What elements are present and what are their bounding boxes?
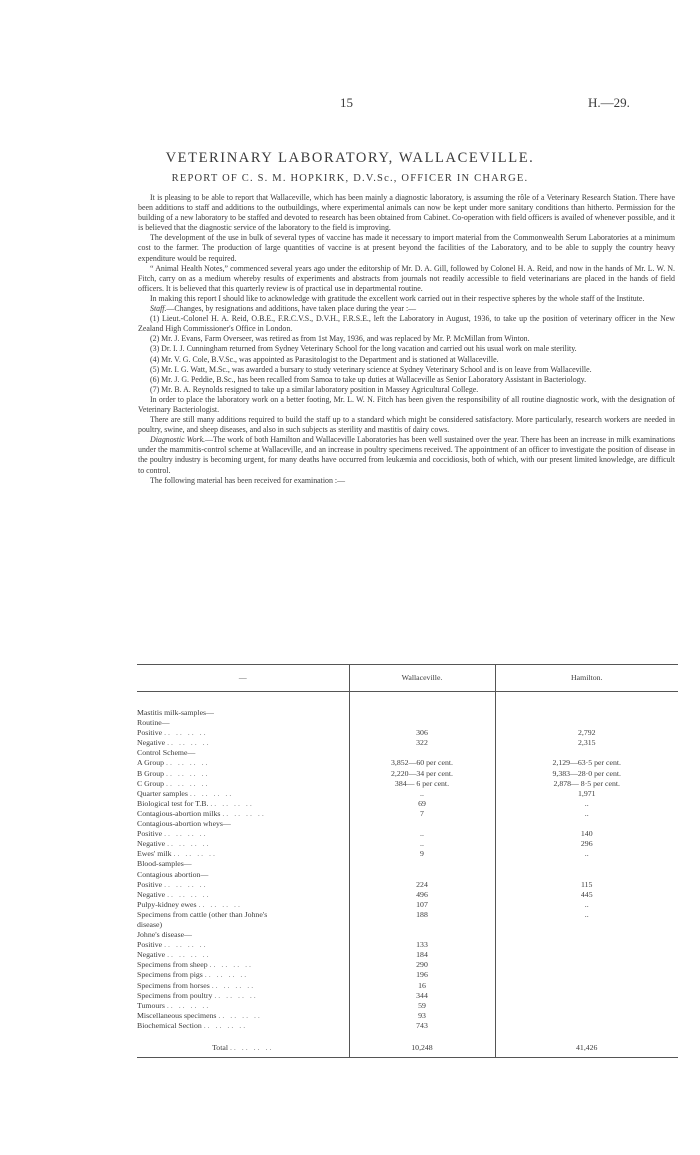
staff-item: (6) Mr. J. G. Peddie, B.Sc., has been recalled from Samoa to take up duties at Wallaceville as Senior Laboratory Assistant in Bacteriology. [150,374,587,384]
row-label: Miscellaneous specimens [137,1010,217,1020]
hamilton-value: 2,315 [577,738,596,748]
leader-dots: .. .. .. .. [198,899,242,909]
row-label-cell [137,789,349,799]
staff-item: (3) Dr. I. J. Cunningham returned from Sydney Veterinary School for the long vacation and carried out his usual work on male sterility. [150,344,577,354]
row-label-cell [137,900,349,910]
row-label: Specimens from horses [137,980,210,990]
table-row [137,849,678,859]
wallaceville-value [349,708,495,718]
table-row [137,839,678,849]
row-label-cell [137,718,349,728]
wallaceville-value [349,718,495,728]
wallaceville-value: 133 [349,940,495,950]
material-table [137,664,678,1058]
row-label-cell [137,1021,349,1031]
row-label: Mastitis milk-samples— [137,708,214,717]
table-row [137,981,678,991]
row-label-cell [137,829,349,839]
row-label: Johne's disease— [137,930,192,940]
wallaceville-value [349,920,495,930]
hamilton-value [495,859,678,869]
row-label: A Group [137,758,165,768]
row-label-cell [137,1001,349,1011]
row-label-cell [137,960,349,970]
wallaceville-value: 3,852—60 per cent. [349,758,495,768]
row-label: Blood-samples— [137,859,192,869]
leader-dots: .. .. .. .. [166,778,210,788]
row-label: C Group [137,778,165,788]
leader-dots: .. .. .. .. [209,960,253,970]
table-row [137,910,678,920]
table-row [137,870,678,880]
hamilton-value: 115 [581,879,593,889]
row-label: Specimens from poultry [137,990,213,1000]
hamilton-value: .. [584,798,589,808]
leader-dots: .. .. .. .. [166,768,210,778]
row-label-cell [137,981,349,991]
row-label: Positive [137,829,163,839]
row-label: Specimens from sheep [137,960,208,970]
hamilton-value: 2,878— 8·5 per cent. [553,778,620,788]
hamilton-value: 296 [580,839,593,849]
table-row [137,708,678,718]
row-label-cell [137,890,349,900]
hamilton-value [495,870,678,880]
wallaceville-value: 184 [349,950,495,960]
wallaceville-value: 196 [349,970,495,980]
row-label: Positive [137,728,163,738]
acknowledgement-paragraph: In making this report I should like to acknowledge with gratitude the excellent work carried out in their respective spheres by the whole staff of the Institute. [150,293,645,303]
hamilton-value [495,981,678,991]
row-label: Quarter samples [137,788,188,798]
table-row [137,809,678,819]
animal-health-notes-paragraph: “ Animal Health Notes,” commenced several years ago under the editorship of Mr. D. A. Gill, followed by Colonel H. A. Reid, and now in the hands of Mr. L. W. N. Fitch, carry on as a medium whereby results of experiments and abstracts from journals not readily accessible to field veterinarians are placed in the hands of field officers. It is believed that this quarterly review is of practical use in departmental routine. [138,263,675,293]
report-body [138,193,675,486]
table-row [137,900,678,910]
hamilton-value: .. [584,849,589,859]
row-label: Contagious-abortion wheys— [137,819,231,829]
hamilton-value: 445 [580,889,593,899]
wallaceville-value [349,870,495,880]
row-label: Contagious-abortion milks [137,808,221,818]
hamilton-value [495,950,678,960]
column-header-item: — [137,665,349,692]
row-label-cell [137,870,349,880]
leader-dots: .. .. .. .. [167,839,211,849]
row-label: Tumours [137,1000,165,1010]
row-label-cell [137,779,349,789]
row-label-cell [137,738,349,748]
row-label-cell [137,758,349,768]
table-row [137,950,678,960]
wallaceville-value [349,819,495,829]
row-label-cell [137,910,349,920]
wallaceville-value: 2,220—34 per cent. [349,769,495,779]
intro-paragraph: It is pleasing to be able to report that Wallaceville, which has been mainly a diagnostic laboratory, is assuming the rôle of a Veterinary Research Station. There have been additions to staff and additions to the outbuildings, where experimental animals can now be kept under more sanitary conditions than hitherto. Permission for the building of a new laboratory to be staffed and devoted to research has been obtained from Cabinet. Co-operation with field officers is availed of whenever possible, and it is believed that the diagnostic service of the laboratory to the field is improving. [138,193,675,233]
table-row [137,718,678,728]
diagnostic-heading: Diagnostic Work. [150,435,206,445]
wallaceville-value: 322 [349,738,495,748]
table-body [137,692,678,1058]
vaccine-paragraph: The development of the use in bulk of several types of vaccine has made it necessary to import material from the Commonwealth Serum Laboratories at a minimum cost to the farmer. The production of large quantities of vaccine is at present beyond the facilities of the Laboratory, and to be able to supply the country heavy expenditure would be required. [138,233,675,263]
report-title: VETERINARY LABORATORY, WALLACEVILLE. [165,150,535,166]
staff-item: (2) Mr. J. Evans, Farm Overseer, was retired as from 1st May, 1936, and was replaced by Mr. P. McMillan from Winton. [150,334,530,344]
wallaceville-value: 107 [349,900,495,910]
table-row [137,758,678,768]
row-label-cell [137,728,349,738]
row-label-cell [137,708,349,718]
wallaceville-value: 69 [349,799,495,809]
leader-dots: .. .. .. .. [166,758,210,768]
table-row [137,799,678,809]
wallaceville-value: .. [349,839,495,849]
leader-dots: .. .. .. .. [214,990,258,1000]
table-row [137,829,678,839]
wallaceville-value: 16 [349,981,495,991]
leader-dots: .. .. .. .. [204,970,249,980]
leader-dots: .. .. .. .. [222,808,266,818]
hamilton-value: 2,792 [577,728,596,738]
leader-dots: .. .. .. .. [210,798,254,808]
table-row [137,1001,678,1011]
table-row [137,789,678,799]
row-label: Pulpy-kidney ewes [137,899,197,909]
total-wallaceville: 10,248 [349,1031,495,1058]
leader-dots: .. .. .. .. [189,788,234,798]
row-label-cell [137,920,349,930]
wallaceville-value: 59 [349,1001,495,1011]
total-row [137,1031,678,1058]
report-subtitle: REPORT OF C. S. M. HOPKIRK, D.V.Sc., OFFICER IN CHARGE. [171,173,529,184]
row-label-cell [137,799,349,809]
row-label: Negative [137,738,166,748]
hamilton-value: 9,383—28·0 per cent. [552,768,621,778]
row-label-cell [137,748,349,758]
table-row [137,930,678,940]
total-label-cell [137,1031,349,1058]
row-label-cell [137,940,349,950]
staff-intro [138,304,675,314]
page-number: 15 [340,95,353,110]
staff-item: (1) Lieut.-Colonel H. A. Reid, O.B.E., F.R.C.V.S., D.V.H., F.R.S.E., left the Laboratory in August, 1936, to take up the position of veterinary officer in the New Zealand High Commissioner's Office in London. [138,314,675,334]
hamilton-value: .. [584,899,589,909]
column-header-wallaceville: Wallaceville. [349,665,495,692]
column-header-hamilton: Hamilton. [495,665,678,692]
leader-dots: .. .. .. .. [166,1000,211,1010]
table-spacer-row [137,692,678,709]
leader-dots: .. .. .. .. [218,1010,262,1020]
table-row [137,920,678,930]
leader-dots: .. .. .. .. [167,738,211,748]
row-label: B Group [137,768,165,778]
hamilton-value [495,970,678,980]
hamilton-value [495,960,678,970]
table-header-row [137,665,678,692]
hamilton-value [495,748,678,758]
table-row [137,779,678,789]
hamilton-value: 2,129—63·5 per cent. [552,758,621,768]
total-label: Total [212,1043,228,1052]
wallaceville-value: 93 [349,1011,495,1021]
wallaceville-value: 224 [349,880,495,890]
table-row [137,880,678,890]
leader-dots: .. .. .. .. [164,879,208,889]
row-label-cell [137,1011,349,1021]
row-label-cell [137,809,349,819]
staff-item: (5) Mr. I. G. Watt, M.Sc., was awarded a bursary to study veterinary science at Sydney Veterinary School and is on leave from Wallaceville. [150,364,592,374]
report-reference: H.—29. [588,95,630,110]
hamilton-value [495,708,678,718]
hamilton-value: 1,971 [577,788,596,798]
staff-heading: Staff. [150,304,167,314]
row-label: Negative [137,950,166,960]
hamilton-value [495,991,678,1001]
table-row [137,960,678,970]
table-intro: The following material has been received for examination :— [150,475,346,485]
leader-dots: .. .. .. .. [167,950,211,960]
row-label: Negative [137,839,166,849]
row-label: Ewes' milk [137,849,172,859]
row-label-cell [137,839,349,849]
table-row [137,738,678,748]
hamilton-value [495,940,678,950]
wallaceville-value [349,748,495,758]
leader-dots: .. .. .. .. [164,728,208,738]
leader-dots: .. .. .. .. [164,940,208,950]
row-label: disease) [137,919,163,929]
hamilton-value [495,1021,678,1031]
table-row [137,819,678,829]
wallaceville-value: 384— 6 per cent. [349,779,495,789]
row-label-cell [137,970,349,980]
row-label: Control Scheme— [137,748,196,758]
leader-dots: .. .. .. .. [211,980,256,990]
hamilton-value [495,930,678,940]
leader-dots: .. .. .. .. [164,829,208,839]
hamilton-value [495,718,678,728]
wallaceville-value: 496 [349,890,495,900]
row-label-cell [137,930,349,940]
wallaceville-value: 306 [349,728,495,738]
wallaceville-value: 344 [349,991,495,1001]
table-row [137,1021,678,1031]
row-label-cell [137,880,349,890]
hamilton-value [495,819,678,829]
row-label-cell [137,950,349,960]
row-label: Biochemical Section [137,1020,202,1030]
staff-item: (4) Mr. V. G. Cole, B.V.Sc., was appointed as Parasitologist to the Department and is stationed at Wallaceville. [150,354,499,364]
row-label: Contagious abortion— [137,869,209,879]
hamilton-value [495,1001,678,1011]
staff-paragraph: In order to place the laboratory work on a better footing, Mr. L. W. N. Fitch has been given the responsibility of all routine diagnostic work, with the designation of Veterinary Bacteriologist. [138,394,675,414]
wallaceville-value: .. [349,789,495,799]
table-row [137,769,678,779]
table-row [137,859,678,869]
wallaceville-value: 743 [349,1021,495,1031]
total-hamilton: 41,426 [495,1031,678,1058]
row-label: Biological test for T.B. [137,798,209,808]
table-row [137,890,678,900]
row-label: Routine— [137,718,170,728]
row-label: Positive [137,940,163,950]
wallaceville-value: .. [349,829,495,839]
leader-dots: .. .. .. .. [203,1020,248,1030]
staff-item: (7) Mr. B. A. Reynolds resigned to take up a similar laboratory position in Massey Agricultural College. [150,384,479,394]
row-label-cell [137,859,349,869]
table-row [137,748,678,758]
wallaceville-value: 7 [349,809,495,819]
row-label: Positive [137,879,163,889]
hamilton-value [495,920,678,930]
wallaceville-value: 188 [349,910,495,920]
staff-intro-text: —Changes, by resignations and additions, have taken place during the year :— [166,304,417,314]
row-label-cell [137,819,349,829]
leader-dots: .. .. .. .. [229,1043,274,1052]
diagnostic-paragraph [138,435,675,475]
staff-paragraph: There are still many additions required to build the staff up to a standard which might be considered satisfactory. More particularly, research workers are needed in poultry, swine, and sheep diseases, and also in such subjects as sterility and mastitis of dairy cows. [138,415,675,435]
table-row [137,940,678,950]
table-row [137,1011,678,1021]
row-label-cell [137,991,349,1001]
hamilton-value: .. [584,808,589,818]
wallaceville-value [349,930,495,940]
hamilton-value: .. [584,909,589,919]
page-header [0,95,700,111]
leader-dots: .. .. .. .. [173,849,217,859]
wallaceville-value: 290 [349,960,495,970]
diagnostic-text: —The work of both Hamilton and Wallaceville Laboratories has been well sustained over the year. There has been an increase in milk examinations under the mammitis-control scheme at Wallaceville, and an increase in poultry specimens received. The appointment of an officer to investigate the position of disease in the poultry industry is becoming urgent, for many deaths have occurred from leukæmia and coccidiosis, both of which, with our present limited knowledge, are difficult to control. [138,435,675,475]
row-label: Specimens from cattle (other than Johne's [137,909,268,919]
row-label: Specimens from pigs [137,970,203,980]
hamilton-value [495,1011,678,1021]
table-row [137,970,678,980]
row-label-cell [137,849,349,859]
wallaceville-value [349,859,495,869]
row-label: Negative [137,889,166,899]
wallaceville-value: 9 [349,849,495,859]
hamilton-value: 140 [580,829,593,839]
leader-dots: .. .. .. .. [167,889,211,899]
table-row [137,728,678,738]
row-label-cell [137,769,349,779]
table-row [137,991,678,1001]
